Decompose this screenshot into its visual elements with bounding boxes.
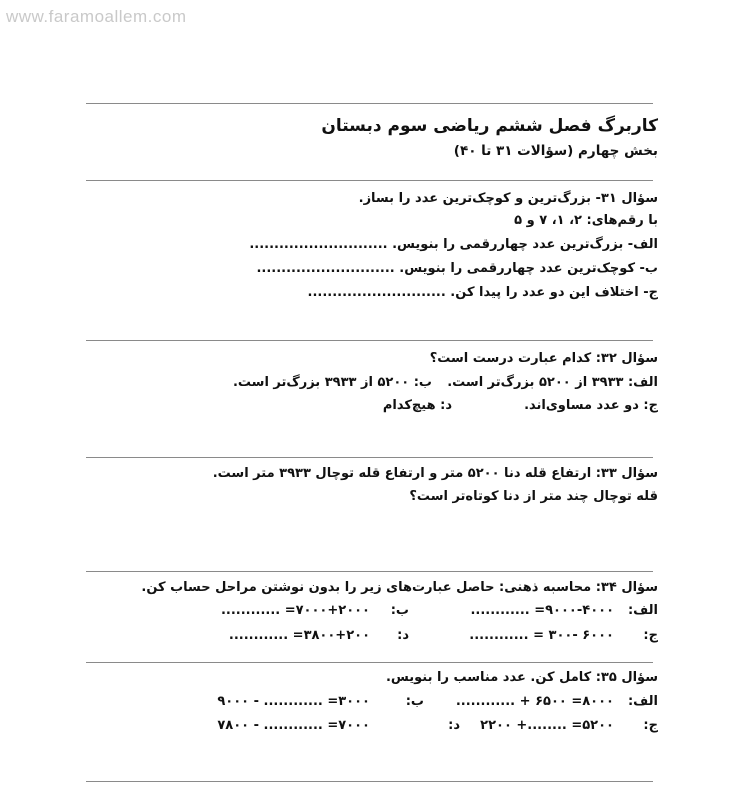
q34-label-d: د:	[397, 628, 409, 643]
q35-expr-b: ۳۰۰۰= ............ - ۹۰۰۰	[217, 694, 370, 709]
q35-label-c: ج:	[643, 718, 658, 733]
q34-expr-d: ۳۸۰۰+۲۰۰= ............	[228, 628, 370, 643]
q32-heading: سؤال ۳۲: کدام عبارت درست است؟	[429, 351, 658, 366]
q32-option-a: الف: ۳۹۳۳ از ۵۲۰۰ بزرگ‌تر است.	[447, 375, 658, 390]
q33-question: قله توچال چند متر از دنا کوتاه‌تر است؟	[409, 489, 658, 504]
q32-option-c: ج: دو عدد مساوی‌اند.	[524, 398, 658, 413]
q31-heading: سؤال ۳۱- بزرگ‌ترین و کوچک‌ترین عدد را بساز.	[358, 191, 658, 206]
divider	[86, 180, 653, 181]
q34-label-c: ج:	[643, 628, 658, 643]
q35-label-d: د:	[448, 718, 460, 733]
watermark: www.faramoallem.com	[6, 7, 187, 26]
q35-heading: سؤال ۳۵: کامل کن. عدد مناسب را بنویس.	[385, 670, 658, 685]
q33-heading: سؤال ۳۳: ارتفاع قله دنا ۵۲۰۰ متر و ارتفاع قله توچال ۳۹۳۳ متر است.	[212, 466, 658, 481]
q31-part-b: ب- کوچک‌ترین عدد چهاررقمی را بنویس. ............................	[256, 261, 658, 276]
q35-expr-d: ۷۰۰۰= ............ - ۷۸۰۰	[217, 718, 370, 733]
q34-expr-b: ۷۰۰۰+۲۰۰۰= ............	[220, 603, 370, 618]
q35-label-b: ب:	[405, 694, 424, 709]
divider	[86, 662, 653, 663]
q35-expr-a: ۸۰۰۰= ۶۵۰۰ + ............	[455, 694, 614, 709]
q34-heading: سؤال ۳۴: محاسبه ذهنی: حاصل عبارت‌های زیر را بدون نوشتن مراحل حساب کن.	[141, 580, 658, 595]
q35-label-a: الف:	[627, 694, 658, 709]
q34-label-b: ب:	[390, 603, 409, 618]
q35-expr-c: ۵۲۰۰= ........+ ۲۲۰۰	[480, 718, 614, 733]
divider	[86, 781, 653, 782]
q32-option-b: ب: ۵۲۰۰ از ۳۹۳۳ بزرگ‌تر است.	[232, 375, 432, 390]
divider	[86, 340, 653, 341]
divider	[86, 571, 653, 572]
q31-digits: با رقم‌های: ۲، ۱، ۷ و ۵	[514, 213, 658, 228]
q34-expr-c: ۶۰۰۰ -۳۰۰ = ............	[469, 628, 614, 643]
divider	[86, 457, 653, 458]
divider	[86, 103, 653, 104]
q34-label-a: الف:	[627, 603, 658, 618]
page-title: کاربرگ فصل ششم ریاضی سوم دبستان	[321, 116, 658, 136]
q31-part-a: الف- بزرگ‌ترین عدد چهاررقمی را بنویس. ............................	[249, 237, 658, 252]
q34-expr-a: ۹۰۰۰-۴۰۰۰= ............	[470, 603, 614, 618]
q32-option-d: د: هیچ‌کدام	[382, 398, 452, 413]
q31-part-c: ج- اختلاف این دو عدد را پیدا کن. ............................	[307, 285, 658, 300]
page-subtitle: بخش چهارم (سؤالات ۳۱ تا ۴۰)	[453, 143, 658, 159]
